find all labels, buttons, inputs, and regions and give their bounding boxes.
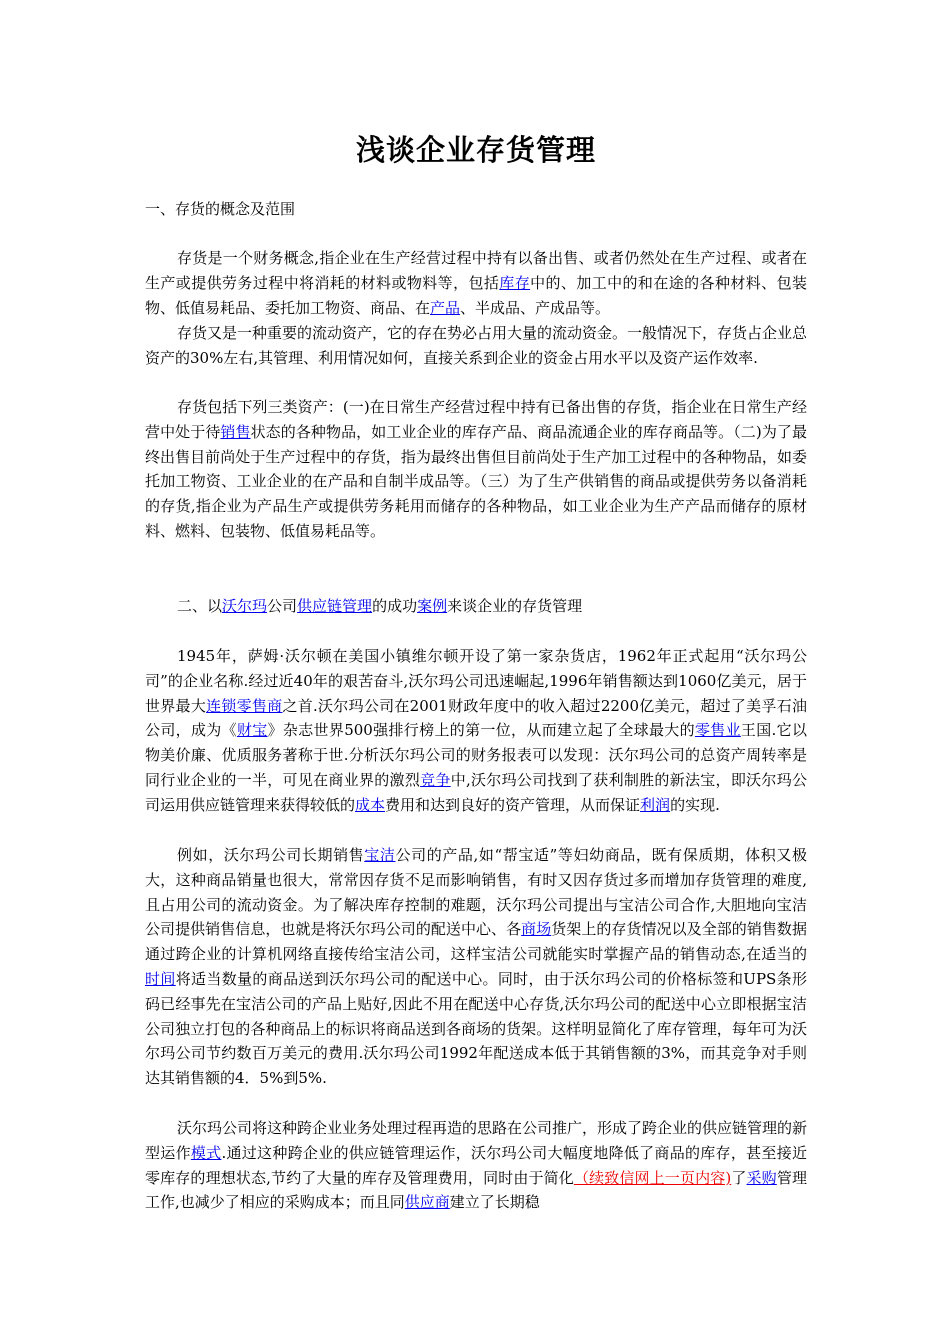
text: 王国.它以物美价廉、优质服务著称于世.分析沃尔玛公司的财务报表可以发现：沃尔玛公司的总资产周转率是同行业企业的一半，可见在商业界的激烈 (145, 721, 807, 789)
text: 来谈企业的存货管理 (447, 597, 583, 615)
section-heading-2 (145, 594, 807, 619)
text: 费用和达到良好的资产管理，从而保证 (385, 795, 641, 814)
text: 例如，沃尔玛公司长期销售 (177, 846, 365, 864)
link-competition[interactable]: 竞争 (420, 770, 451, 789)
link-walmart[interactable]: 沃尔玛 (222, 597, 268, 615)
text: 公司的产品,如“帮宝适”等妇幼商品，既有保质期，体积又极大，这种商品销量也很大，常常因存货不足而影响销售，有时又因存货过多而增加存货管理的难度,且占用公司的流动资金。为了解决库存控制的难题，沃尔玛公司提出与宝洁公司合作,大胆地向宝洁公司提供销售信息，也就是将沃尔玛公司的配送中心、各 (145, 846, 807, 939)
link-profit[interactable]: 利润 (640, 795, 671, 814)
text: 中,沃尔玛公司找到了获利制胜的新法宝，即沃尔玛公司运用供应链管理来获得较低的 (145, 770, 807, 814)
text: 存货又是一种重要的流动资产，它的存在势必占用大量的流动资金。一般情况下，存货占企业总资产的30%左右,其管理、利用情况如何，直接关系到企业的资金占用水平以及资产运作效率. (145, 324, 808, 367)
page-title: 浅谈企业存货管理 (355, 133, 596, 167)
link-retail[interactable]: 零售业 (694, 721, 741, 740)
text: 二、以 (177, 597, 223, 615)
link-time[interactable]: 时间 (145, 969, 176, 988)
link-cost[interactable]: 成本 (355, 795, 386, 814)
text: 的成功 (372, 597, 418, 615)
paragraph-4 (145, 644, 807, 818)
text: 的实现. (670, 795, 720, 814)
text: .通过这种跨企业的供应链管理运作，沃尔玛公司大幅度地降低了商品的库存，甚至接近零库存的理想状态,节约了大量的库存及管理费用，同时由于简化 (145, 1143, 807, 1187)
link-procurement[interactable]: 采购 (746, 1168, 777, 1187)
paragraph-3 (145, 395, 807, 544)
link-case[interactable]: 案例 (417, 597, 448, 615)
link-product[interactable]: 产品 (430, 298, 461, 317)
text: 沃尔玛公司将这种跨企业业务处理过程再造的思路在公司推广，形成了跨企业的供应链管理的新型运作 (145, 1119, 808, 1162)
text: 了 (731, 1168, 747, 1187)
text: 之首.沃尔玛公司在2001财政年度中的收入超过2200亿美元，超过了美孚石油公司，成为《 (145, 696, 807, 740)
link-chain-retailer[interactable]: 连锁零售商 (206, 696, 283, 715)
link-sales[interactable]: 销售 (220, 422, 251, 441)
paragraph-2 (145, 321, 807, 371)
paragraph-6 (145, 1116, 807, 1215)
link-inventory[interactable]: 库存 (499, 273, 531, 292)
link-continued[interactable]: （续致信网上一页内容) (573, 1168, 732, 1187)
link-mode[interactable]: 模式 (190, 1143, 222, 1162)
text: 状态的各种物品，如工业企业的库存产品、商品流通企业的库存商品等。（二)为了最终出售目前尚处于生产过程中的存货，指为最终出售但目前尚处于生产加工过程中的各种物品，如委托加工物资、工业企业的在产品和自制半成品等。（三）为了生产供销售的商品或提供劳务以备消耗的存货,指企业为产品生产或提供劳务耗用而储存的各种物品，如工业企业为生产产品而储存的原材料、燃料、包装物、低值易耗品等。 (145, 422, 807, 540)
text: 、半成品、产成品等。 (460, 298, 611, 317)
text: 》杂志世界500强排行榜上的第一位，从而建立起了全球最大的 (267, 721, 695, 740)
link-supplier[interactable]: 供应商 (404, 1193, 450, 1212)
link-mall[interactable]: 商场 (521, 920, 552, 939)
link-supply-chain-management[interactable]: 供应链管理 (297, 597, 373, 615)
text: 货架上的存货情况以及全部的销售数据通过跨企业的计算机网络直接传给宝洁公司，这样宝洁公司就能实时掌握产品的销售动态,在适当的 (145, 920, 807, 964)
text: 1945年，萨姆·沃尔顿在美国小镇维尔顿开设了第一家杂货店，1962年正式起用“沃尔玛公司”的企业名称.经过近40年的艰苦奋斗,沃尔玛公司迅速崛起,1996年销售额达到1060亿美元，居于世界最大 (145, 647, 807, 715)
text: 建立了长期稳 (449, 1193, 540, 1212)
text: 管理工作,也减少了相应的采购成本；而且同 (145, 1168, 807, 1212)
section-heading-1: 一、存货的概念及范围 (145, 200, 296, 218)
text: 存货包括下列三类资产：(一)在日常生产经营过程中持有已备出售的存货，指企业在日常生产经营中处于待 (145, 398, 807, 441)
link-fortune[interactable]: 财宝 (236, 721, 268, 740)
text: 存货是一个财务概念,指企业在生产经营过程中持有以备出售、或者仍然处在生产过程、或者在生产或提供劳务过程中将消耗的材料或物料等，包括 (145, 249, 807, 292)
link-pg[interactable]: 宝洁 (364, 846, 396, 864)
text: 中的、加工中的和在途的各种材料、包装物、低值易耗品、委托加工物资、商品、在 (145, 273, 807, 317)
text: 将适当数量的商品送到沃尔玛公司的配送中心。同时，由于沃尔玛公司的价格标签和UPS条形码已经事先在宝洁公司的产品上贴好,因此不用在配送中心存货,沃尔玛公司的配送中心立即根据宝洁公司独立打包的各种商品上的标识将商品送到各商场的货架。这样明显简化了库存管理，每年可为沃尔玛公司节约数百万美元的费用.沃尔玛公司1992年配送成本低于其销售额的3%，而其竞争对手则达其销售额的4．5%到5%. (145, 969, 807, 1088)
paragraph-1 (145, 246, 807, 320)
paragraph-5 (145, 843, 807, 1091)
text: 公司 (267, 597, 298, 615)
